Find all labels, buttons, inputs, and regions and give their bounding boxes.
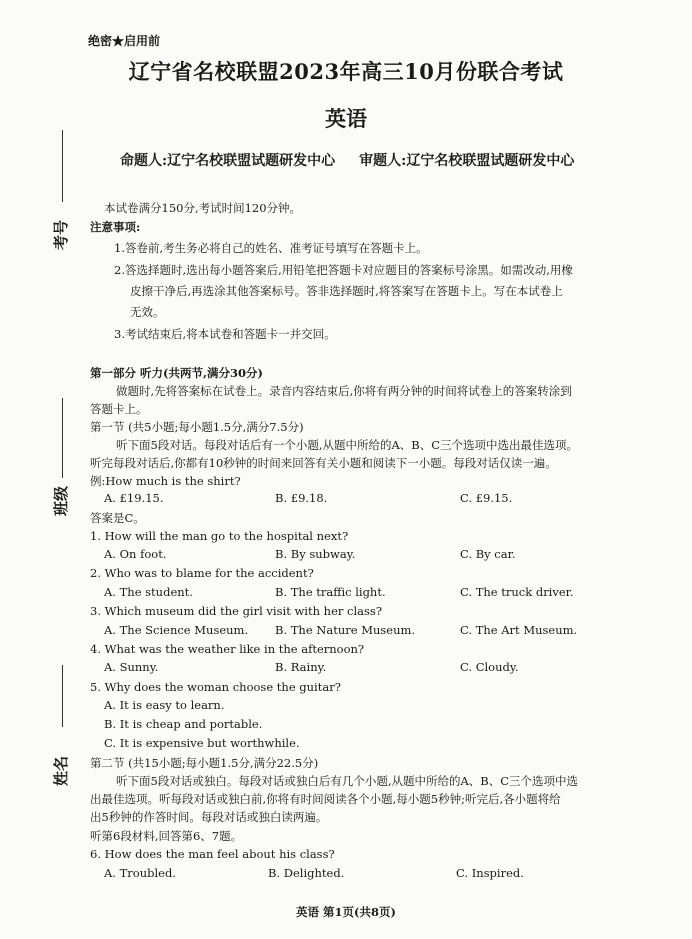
section2-desc-end: 出5秒钟的作答时间。每段对话或独白读两遍。 bbox=[90, 810, 328, 824]
q1-option-a: A. On foot. bbox=[104, 547, 167, 561]
q4-option-c: C. Cloudy. bbox=[460, 660, 519, 674]
q3-option-c: C. The Art Museum. bbox=[460, 623, 578, 637]
q3-option-a: A. The Science Museum. bbox=[104, 623, 249, 637]
example-option-b: B. £9.18. bbox=[275, 491, 328, 505]
question-3: 3. Which museum did the girl visit with her class? bbox=[90, 604, 382, 618]
note-2-end: 无效。 bbox=[130, 305, 165, 319]
note-1: 1.答卷前,考生务必将自己的姓名、准考证号填写在答题卡上。 bbox=[114, 241, 428, 255]
question-1: 1. How will the man go to the hospital next? bbox=[90, 529, 349, 543]
q5-option-a: A. It is easy to learn. bbox=[104, 698, 225, 712]
question-2: 2. Who was to blame for the accident? bbox=[90, 566, 314, 580]
q2-option-a: A. The student. bbox=[104, 585, 193, 599]
section2-desc-cont: 出最佳选项。听每段对话或独白前,你将有时间阅读各个小题,每小题5秒钟;听完后,各小题将给 bbox=[90, 792, 561, 806]
q2-option-b: B. The traffic light. bbox=[275, 585, 386, 599]
exam-no-label: 考号 bbox=[52, 219, 70, 250]
exam-no-line bbox=[62, 130, 63, 202]
part1-desc-cont: 答题卡上。 bbox=[90, 402, 148, 416]
score-info: 本试卷满分150分,考试时间120分钟。 bbox=[104, 201, 302, 215]
confidential-mark: 绝密★启用前 bbox=[88, 34, 161, 48]
section1-title: 第一节 (共5小题;每小题1.5分,满分7.5分) bbox=[90, 420, 304, 434]
exam-title: 辽宁省名校联盟2023年高三10月份联合考试 bbox=[128, 59, 564, 84]
page-footer: 英语 第1页(共8页) bbox=[296, 905, 396, 919]
q2-option-c: C. The truck driver. bbox=[460, 585, 574, 599]
section2-title: 第二节 (共15小题;每小题1.5分,满分22.5分) bbox=[90, 756, 319, 770]
name-line bbox=[62, 665, 63, 727]
q3-option-b: B. The Nature Museum. bbox=[275, 623, 416, 637]
class-line bbox=[62, 398, 63, 478]
part1-title: 第一部分 听力(共两节,满分30分) bbox=[90, 366, 263, 380]
question-4: 4. What was the weather like in the afternoon? bbox=[90, 642, 365, 656]
example-option-c: C. £9.15. bbox=[460, 491, 513, 505]
section2-desc: 听下面5段对话或独白。每段对话或独白后有几个小题,从题中所给的A、B、C三个选项中选 bbox=[116, 774, 579, 788]
note-3: 3.考试结束后,将本试卷和答题卡一并交回。 bbox=[114, 327, 336, 341]
note-2-cont: 皮擦干净后,再选涂其他答案标号。答非选择题时,将答案写在答题卡上。写在本试卷上 bbox=[130, 284, 563, 298]
q5-option-b: B. It is cheap and portable. bbox=[104, 717, 263, 731]
q1-option-c: C. By car. bbox=[460, 547, 516, 561]
q6-option-b: B. Delighted. bbox=[268, 866, 345, 880]
q4-option-a: A. Sunny. bbox=[104, 660, 159, 674]
authors-line bbox=[120, 150, 574, 170]
notes-title: 注意事项: bbox=[90, 220, 141, 234]
note-2: 2.答选择题时,选出每小题答案后,用铅笔把答题卡对应题目的答案标号涂黑。如需改动,用橡 bbox=[114, 263, 573, 277]
q6-option-c: C. Inspired. bbox=[456, 866, 524, 880]
subject-title: 英语 bbox=[325, 106, 367, 131]
part1-desc: 做题时,先将答案标在试卷上。录音内容结束后,你将有两分钟的时间将试卷上的答案转涂到 bbox=[116, 384, 572, 398]
question-5: 5. Why does the woman choose the guitar? bbox=[90, 680, 341, 694]
reviewer: 审题人:辽宁名校联盟试题研发中心 bbox=[359, 153, 575, 169]
example-option-a: A. £19.15. bbox=[104, 491, 164, 505]
material-6-instruction: 听第6段材料,回答第6、7题。 bbox=[90, 829, 243, 843]
name-label: 姓名 bbox=[52, 755, 70, 786]
section1-desc: 听下面5段对话。每段对话后有一个小题,从题中所给的A、B、C三个选项中选出最佳选项。 bbox=[116, 438, 579, 452]
q5-option-c: C. It is expensive but worthwhile. bbox=[104, 736, 300, 750]
section1-desc-cont: 听完每段对话后,你都有10秒钟的时间来回答有关小题和阅读下一小题。每段对话仅读一遍。 bbox=[90, 456, 557, 470]
q6-option-a: A. Troubled. bbox=[104, 866, 176, 880]
q1-option-b: B. By subway. bbox=[275, 547, 356, 561]
question-6: 6. How does the man feel about his class? bbox=[90, 847, 335, 861]
example-question: 例:How much is the shirt? bbox=[90, 474, 241, 488]
q4-option-b: B. Rainy. bbox=[275, 660, 327, 674]
class-label: 班级 bbox=[52, 485, 70, 516]
example-answer: 答案是C。 bbox=[90, 511, 145, 525]
setter: 命题人:辽宁名校联盟试题研发中心 bbox=[120, 153, 336, 169]
